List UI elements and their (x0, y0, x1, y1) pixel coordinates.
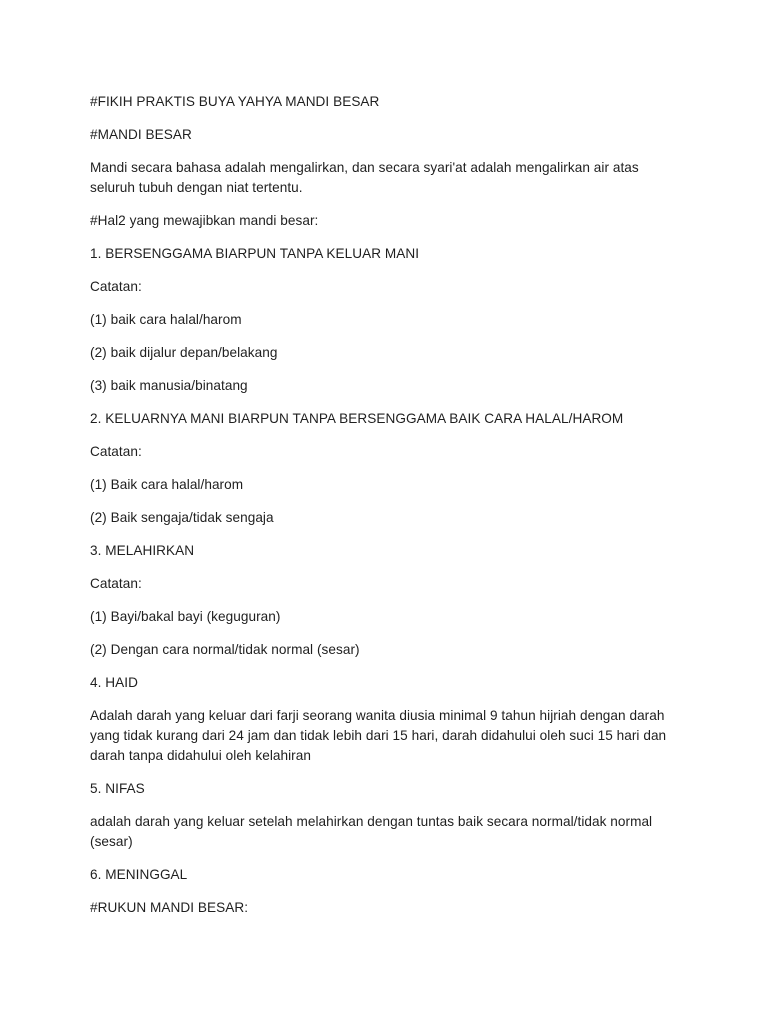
section-heading-rukun: #RUKUN MANDI BESAR: (90, 900, 249, 915)
document-body (90, 92, 680, 931)
item-heading-3: 3. MELAHIRKAN (90, 543, 195, 558)
note-label: Catatan: (90, 576, 142, 591)
note-item: (1) Bayi/bakal bayi (keguguran) (90, 609, 281, 624)
document-title: #FIKIH PRAKTIS BUYA YAHYA MANDI BESAR (90, 94, 380, 109)
item-heading-2: 2. KELUARNYA MANI BIARPUN TANPA BERSENGGAMA BAIK CARA HALAL/HAROM (90, 411, 624, 426)
note-item: (2) baik dijalur depan/belakang (90, 345, 278, 360)
note-item: (3) baik manusia/binatang (90, 378, 248, 393)
definition-paragraph: Mandi secara bahasa adalah mengalirkan, dan secara syari'at adalah mengalirkan air atas seluruh tubuh dengan niat tertentu. (90, 160, 639, 195)
item-heading-5: 5. NIFAS (90, 781, 145, 796)
nifas-definition: adalah darah yang keluar setelah melahirkan dengan tuntas baik secara normal/tidak normal (sesar) (90, 814, 653, 849)
section-heading-obligations: #Hal2 yang mewajibkan mandi besar: (90, 213, 319, 228)
item-heading-6: 6. MENINGGAL (90, 867, 188, 882)
note-item: (2) Dengan cara normal/tidak normal (sesar) (90, 642, 360, 657)
haid-definition: Adalah darah yang keluar dari farji seorang wanita diusia minimal 9 tahun hijriah dengan darah yang tidak kurang dari 24 jam dan tidak lebih dari 15 hari, darah didahului oleh suci 15 hari dan darah tanpa didahului oleh kelahiran (90, 708, 667, 763)
note-label: Catatan: (90, 279, 142, 294)
note-label: Catatan: (90, 444, 142, 459)
item-heading-1: 1. BERSENGGAMA BIARPUN TANPA KELUAR MANI (90, 246, 420, 261)
section-heading-mandi-besar: #MANDI BESAR (90, 127, 192, 142)
note-item: (1) Baik cara halal/harom (90, 477, 244, 492)
note-item: (2) Baik sengaja/tidak sengaja (90, 510, 274, 525)
note-item: (1) baik cara halal/harom (90, 312, 242, 327)
item-heading-4: 4. HAID (90, 675, 138, 690)
